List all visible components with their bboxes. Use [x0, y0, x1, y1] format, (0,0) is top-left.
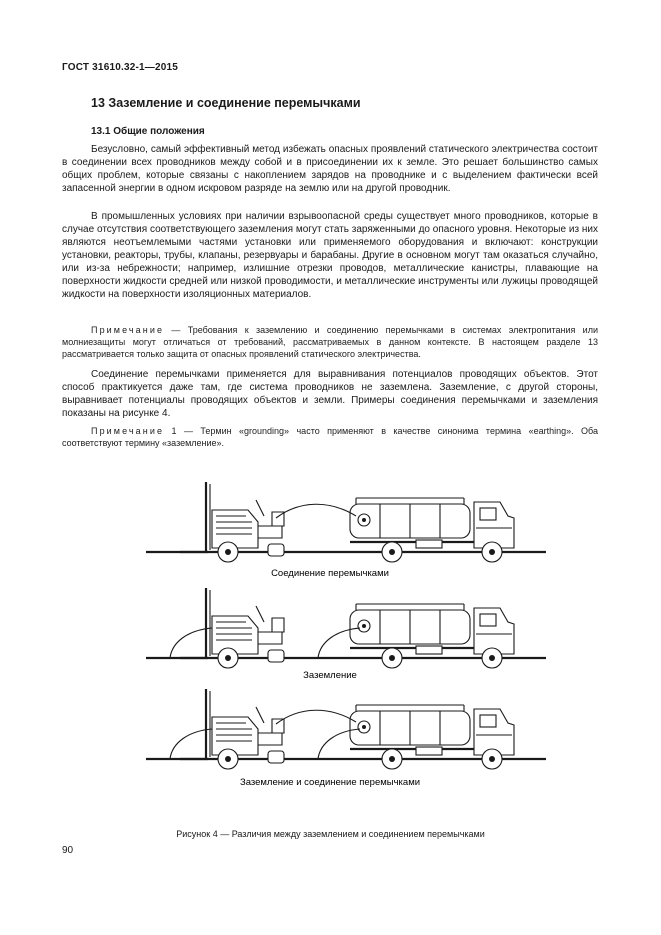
bonding-wire — [276, 504, 356, 518]
diagram-bonding — [146, 482, 546, 562]
note-text: — Требования к заземлению и соединению перемычками в системах электропитания или молниезащиты могут отличаться от требований, рассматриваемых в данном контексте. В настоящем разделе 13 рассматривается только защита от опасных проявлений статического электричества. — [62, 325, 598, 359]
note-1 — [62, 324, 598, 360]
caption-earthing-and-bonding: Заземление и соединение перемычками — [239, 777, 421, 788]
note-2 — [62, 425, 598, 449]
note-text: 1 — Термин «grounding» часто применяют в качестве синонима термина «earthing». Оба соответствуют термину «заземление». — [62, 426, 598, 448]
paragraph-2: В промышленных условиях при наличии взрывоопасной среды существует много проводников, которые в случае отсутствия соответствующего заземления могут стать заряженными до опасного уровня. Некоторые из них являются неотъемлемыми частями установки или применяемого оборудования и включают: конструкции установки, реакторы, трубы, клапаны, резервуары и барабаны. Другие в основном могут там оказаться случайно, или из-за небрежности; например, излишние отрезки проводов, металлические канистры, плавающие на поверхности жидкости средней или низкой проводимости, и металлические инструменты или лужицы проводящей жидкости на поверхности изоляционных материалов. — [62, 211, 598, 300]
diagram-earthing — [146, 588, 546, 668]
bonding-wire — [276, 710, 356, 724]
paragraph-3: Соединение перемычками применяется для выравнивания потенциалов проводящих объектов. Этот способ практикуется даже там, где система проводников не заземлена. Заземление, с другой стороны, выравнивает потенциалы проводящих объектов и земли. Примеры соединения перемычками и заземления показаны на рисунке 4. — [62, 369, 598, 419]
diagram-earthing-and-bonding — [146, 689, 546, 769]
paragraph-1: Безусловно, самый эффективный метод избежать опасных проявлений статического электричества состоит в соединении всех проводников между собой и в присоединении их к земле. Это решает большинство самых общих проблем, которые связаны с накоплением зарядов на проводнике и с выделением фактически всей запасенной энергии в одном искровом разряде на землю или на другой проводник. — [62, 144, 598, 194]
note-label: Примечание — [91, 325, 165, 335]
standard-header: ГОСТ 31610.32-1—2015 — [62, 62, 179, 73]
caption-earthing: Заземление — [303, 670, 357, 681]
caption-bonding: Соединение перемычками — [271, 568, 389, 579]
subsection-title: 13.1 Общие положения — [91, 126, 205, 137]
figure-diagram — [0, 470, 661, 800]
section-title: 13 Заземление и соединение перемычками — [91, 96, 361, 110]
note-label: Примечание — [91, 426, 165, 436]
page-number: 90 — [62, 845, 74, 856]
figure-caption: Рисунок 4 — Различия между заземлением и соединением перемычками — [176, 829, 485, 839]
